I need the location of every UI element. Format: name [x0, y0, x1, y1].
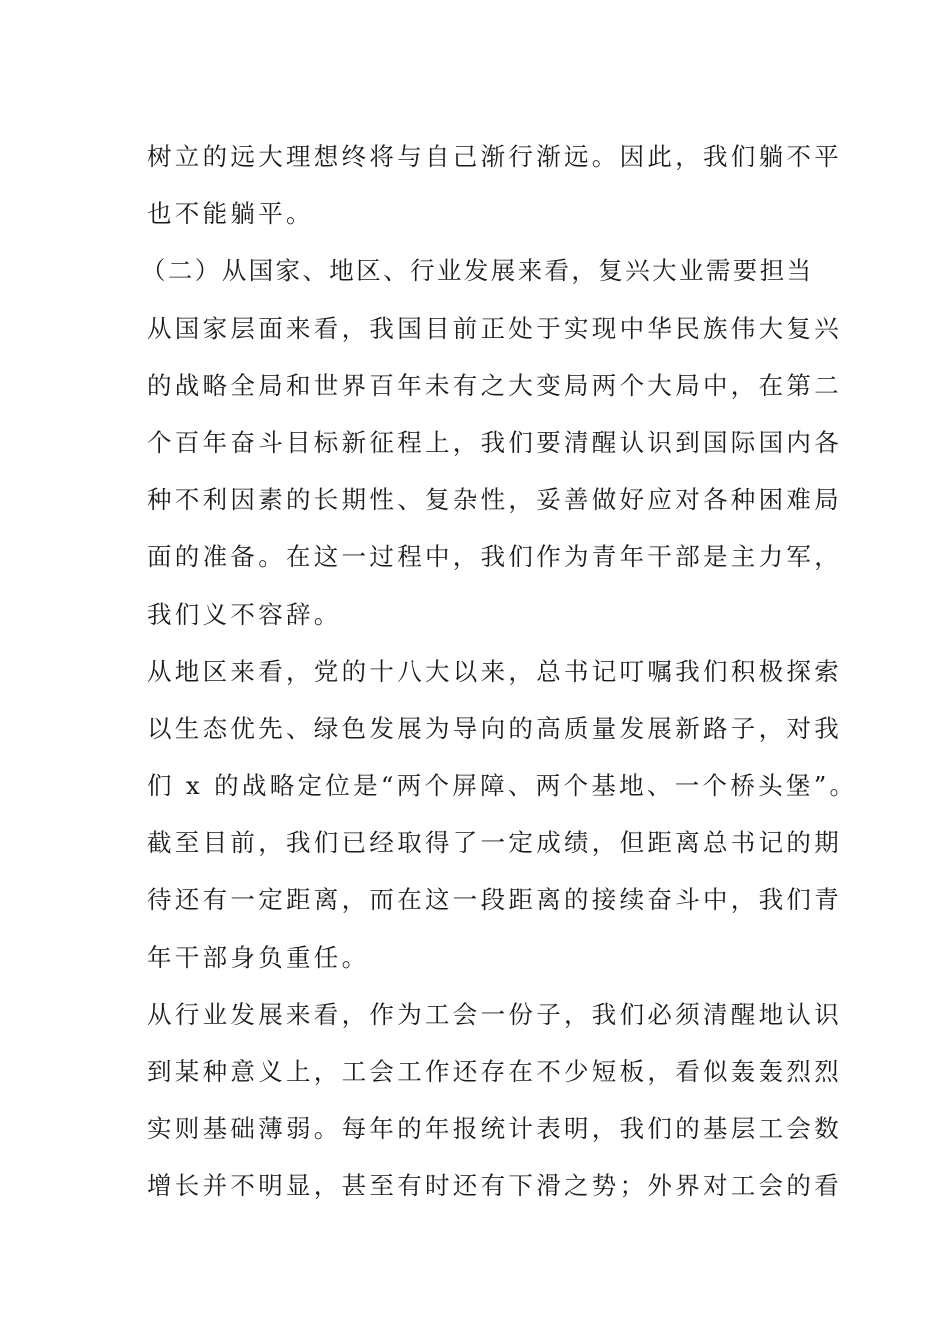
- text-line: 实则基础薄弱。每年的年报统计表明，我们的基层工会数: [147, 1114, 842, 1144]
- text-line: 截至目前，我们已经取得了一定成绩，但距离总书记的期: [147, 828, 842, 858]
- section-heading: （二）从国家、地区、行业发展来看，复兴大业需要担当: [141, 256, 814, 286]
- text-line: 种不利因素的长期性、复杂性，妥善做好应对各种困难局: [147, 485, 842, 515]
- text-line: 树立的远大理想终将与自己渐行渐远。因此，我们躺不平: [147, 142, 842, 171]
- text-line: 待还有一定距离，而在这一段距离的接续奋斗中，我们青: [147, 885, 842, 915]
- text-line: 以生态优先、绿色发展为导向的高质量发展新路子，对我: [147, 713, 842, 743]
- text-line: 我们义不容辞。: [147, 599, 342, 629]
- text-line: 面的准备。在这一过程中，我们作为青年干部是主力军，: [147, 542, 842, 572]
- text-line: 到某种意义上，工会工作还存在不少短板，看似轰轰烈烈: [147, 1057, 842, 1086]
- text-line: 的战略全局和世界百年未有之大变局两个大局中，在第二: [147, 370, 842, 400]
- text-line: 个百年奋斗目标新征程上，我们要清醒认识到国际国内各: [147, 427, 842, 457]
- text-line: 从行业发展来看，作为工会一份子，我们必须清醒地认识: [147, 999, 842, 1029]
- text-line: 年干部身负重任。: [147, 942, 370, 972]
- text-line: 增长并不明显，甚至有时还有下滑之势；外界对工会的看: [147, 1171, 842, 1201]
- body-text: [141, 128, 858, 1215]
- text-line: 从地区来看，党的十八大以来，总书记叮嘱我们积极探索: [147, 656, 842, 686]
- text-line: 从国家层面来看，我国目前正处于实现中华民族伟大复兴: [147, 313, 842, 343]
- text-line: 也不能躺平。: [147, 199, 314, 229]
- text-line: 们 x 的战略定位是“两个屏障、两个基地、一个桥头堡”。: [147, 771, 858, 801]
